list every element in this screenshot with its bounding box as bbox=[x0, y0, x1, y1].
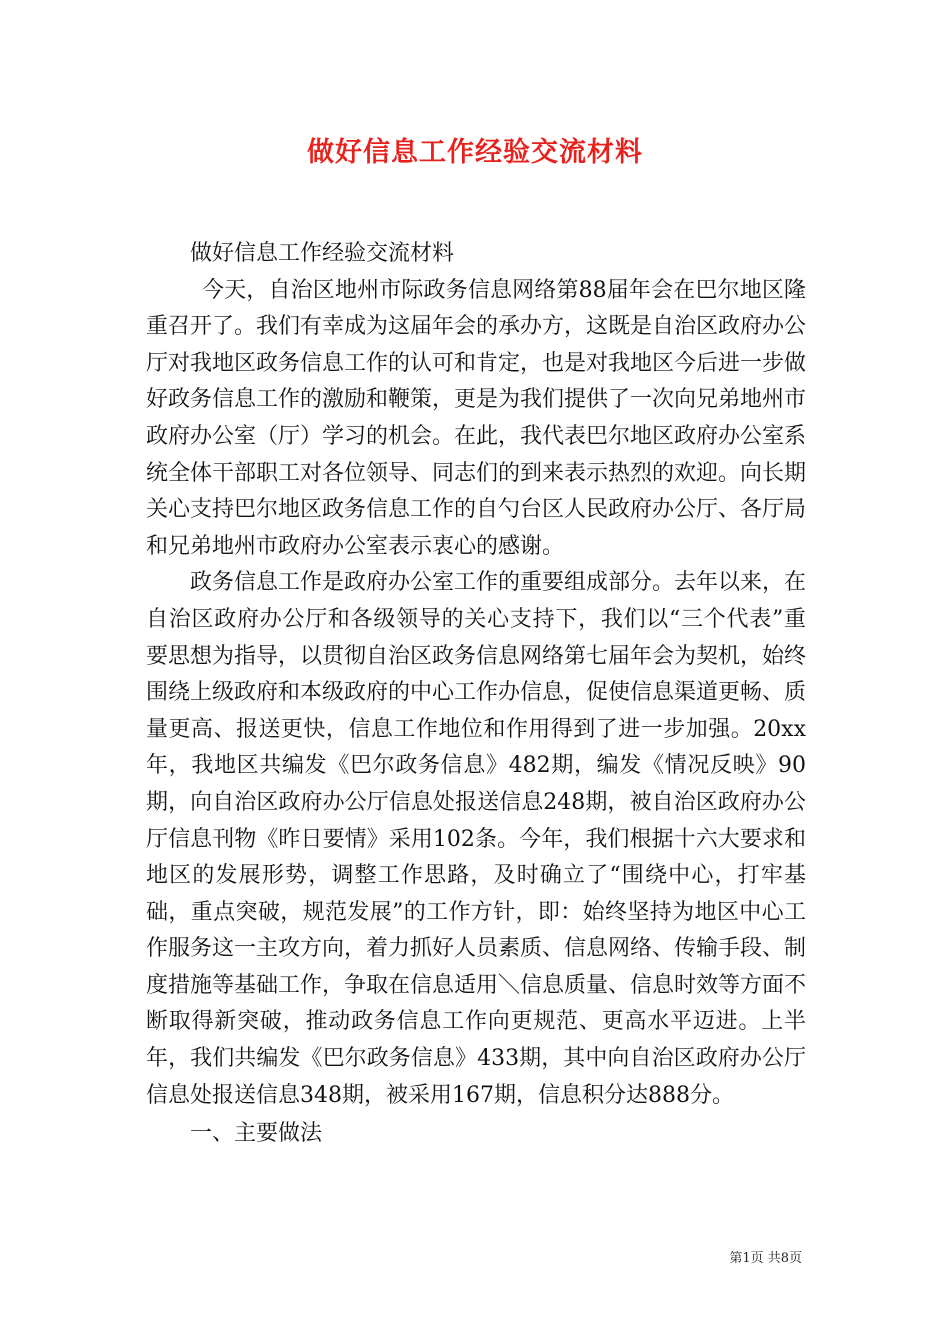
section-heading: 一、主要做法 bbox=[190, 1121, 323, 1147]
document-body bbox=[146, 236, 806, 1153]
document-subtitle: 做好信息工作经验交流材料 bbox=[190, 241, 455, 266]
page-number: 第1页 共8页 bbox=[729, 1251, 802, 1266]
paragraph-intro: 今天，自治区地州市际政务信息网络第88届年会在巴尔地区隆重召开了。我们有幸成为这届年会的承办方，这既是自治区政府办公厅对我地区政务信息工作的认可和肯定，也是对我地区今后进一步做好政务信息工作的激励和鞭策，更是为我们提供了一次向兄弟地州市政府办公室（厅）学习的机会。在此，我代表巴尔地区政府办公室系统全体干部职工对各位领导、同志们的到来表示热烈的欢迎。向长期关心支持巴尔地区政务信息工作的自勺台区人民政府办公厅、各厅局和兄弟地州市政府办公室表示衷心的感谢。 bbox=[146, 277, 807, 559]
paragraph-overview: 政务信息工作是政府办公室工作的重要组成部分。去年以来，在自治区政府办公厅和各级领导的关心支持下，我们以“三个代表”重要思想为指导，以贯彻自治区政务信息网络第七届年会为契机，始终围绕上级政府和本级政府的中心工作办信息，促使信息渠道更畅、质量更高、报送更快，信息工作地位和作用得到了进一步加强。20xx年，我地区共编发《巴尔政务信息》482期，编发《情况反映》90期，向自治区政府办公厅信息处报送信息248期，被自治区政府办公厅信息刊物《昨日要情》采用102条。今年，我们根据十六大要求和地区的发展形势，调整工作思路，及时确立了“围绕中心，打牢基础，重点突破，规范发展”的工作方针，即：始终坚持为地区中心工作服务这一主攻方向，着力抓好人员素质、信息网络、传输手段、制度措施等基础工作，争取在信息适用＼信息质量、信息时效等方面不断取得新突破，推动政务信息工作向更规范、更高水平迈进。上半年，我们共编发《巴尔政务信息》433期，其中向自治区政府办公厅信息处报送信息348期，被采用167期，信息积分达888分。 bbox=[146, 570, 807, 1108]
page-title: 做好信息工作经验交流材料 bbox=[307, 137, 643, 168]
